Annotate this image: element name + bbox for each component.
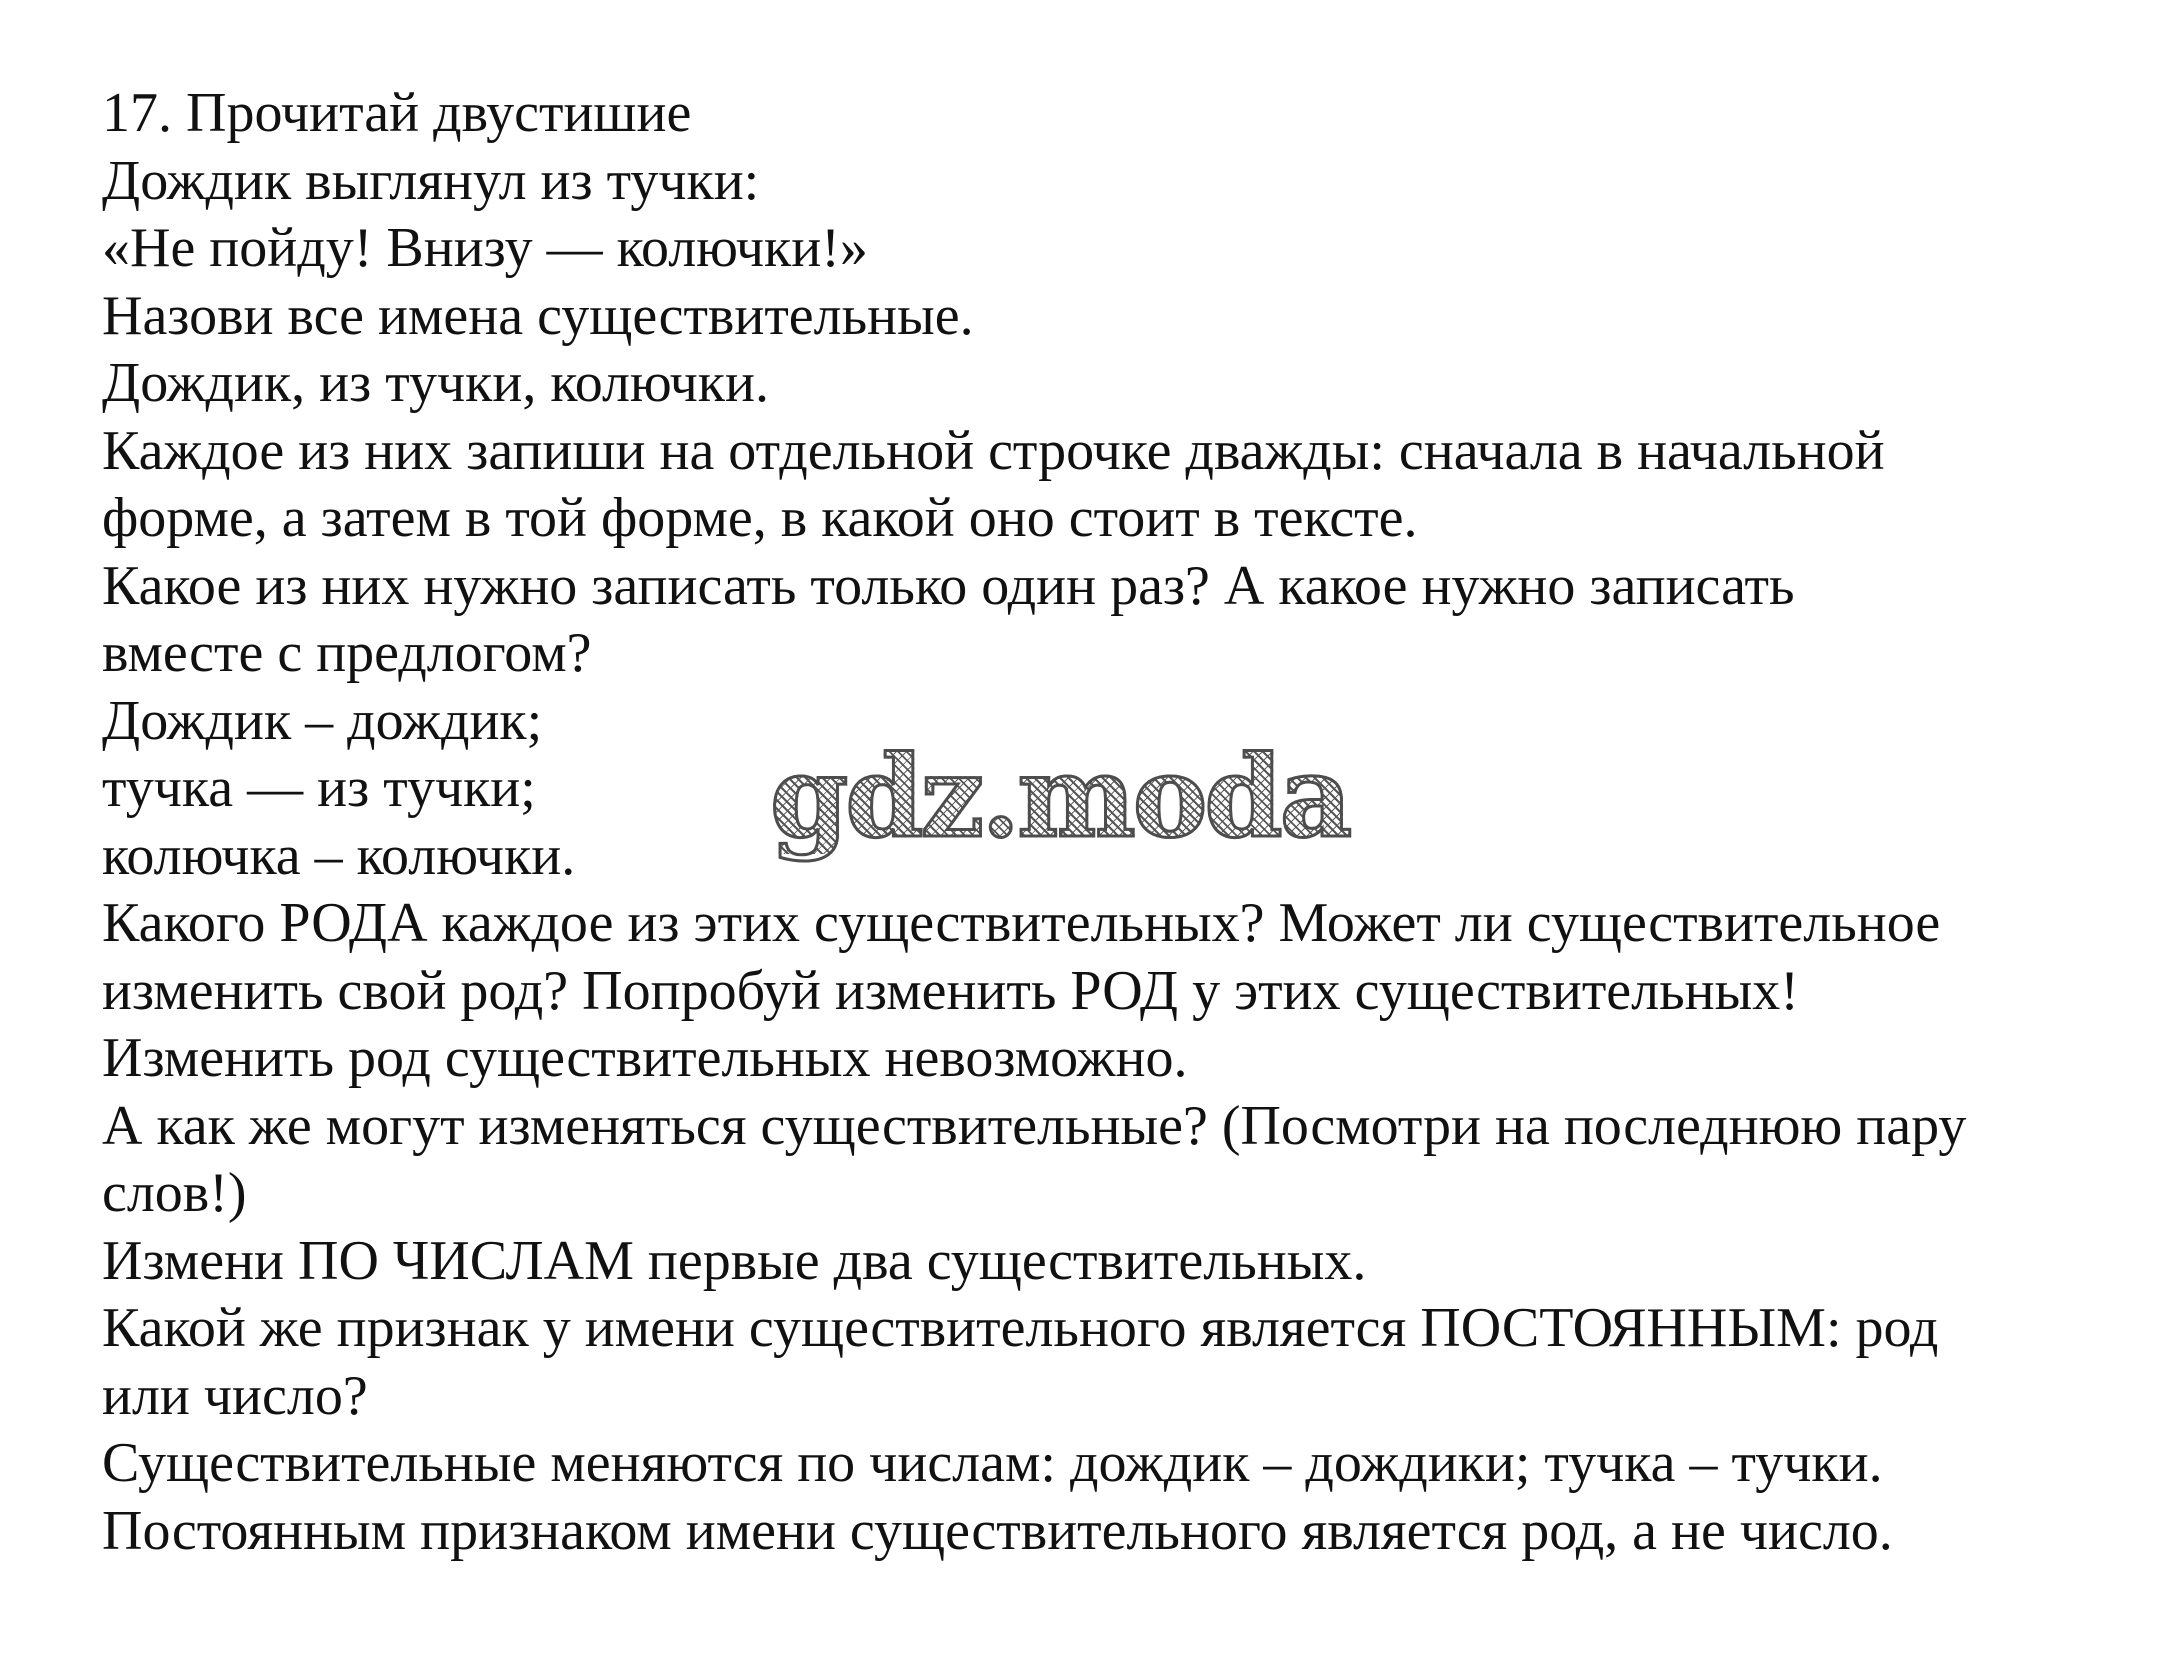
answer-line: тучка — из тучки; xyxy=(102,757,536,819)
task-line: вместе с предлогом? xyxy=(102,622,592,684)
answer-line: Постоянным признаком имени существительного является род, а не число. xyxy=(102,1499,1893,1562)
task-line: изменить свой род? Попробуй изменить РОД у этих существительных! xyxy=(102,959,1799,1022)
task-line: Какого РОДА каждое из этих существительных? Может ли существительное xyxy=(102,892,1941,954)
answer-line: Изменить род существительных невозможно. xyxy=(102,1027,1188,1089)
task-line: А как же могут изменяться существительные? (Посмотри на последнюю пару xyxy=(102,1094,1967,1157)
task-line: Каждое из них запиши на отдельной строчке дважды: сначала в начальной xyxy=(102,419,1885,482)
task-line: форме, а затем в той форме, в какой оно стоит в тексте. xyxy=(102,487,1418,549)
task-line: Какое из них нужно записать только один раз? А какое нужно записать xyxy=(102,554,1795,617)
answer-line: Дождик – дождик; xyxy=(102,689,543,752)
watermark: gdz.moda xyxy=(770,732,1350,863)
task-line: Какой же признак у имени существительного является ПОСТОЯННЫМ: род xyxy=(102,1297,1939,1359)
task-line: или число? xyxy=(102,1364,368,1427)
poem-line: «Не пойду! Внизу — колючки!» xyxy=(102,217,868,279)
poem-line: Дождик выглянул из тучки: xyxy=(102,149,760,212)
task-line: слов!) xyxy=(102,1162,247,1224)
task-line: Назови все имена существительные. xyxy=(102,284,974,347)
task-line: Измени ПО ЧИСЛАМ первые два существительных. xyxy=(102,1229,1367,1292)
answer-line: Дождик, из тучки, колючки. xyxy=(102,352,769,414)
answer-line: Существительные меняются по числам: дождик – дождики; тучка – тучки. xyxy=(102,1432,1883,1494)
exercise-heading: 17. Прочитай двустишие xyxy=(102,82,692,144)
answer-line: колючка – колючки. xyxy=(102,824,576,887)
